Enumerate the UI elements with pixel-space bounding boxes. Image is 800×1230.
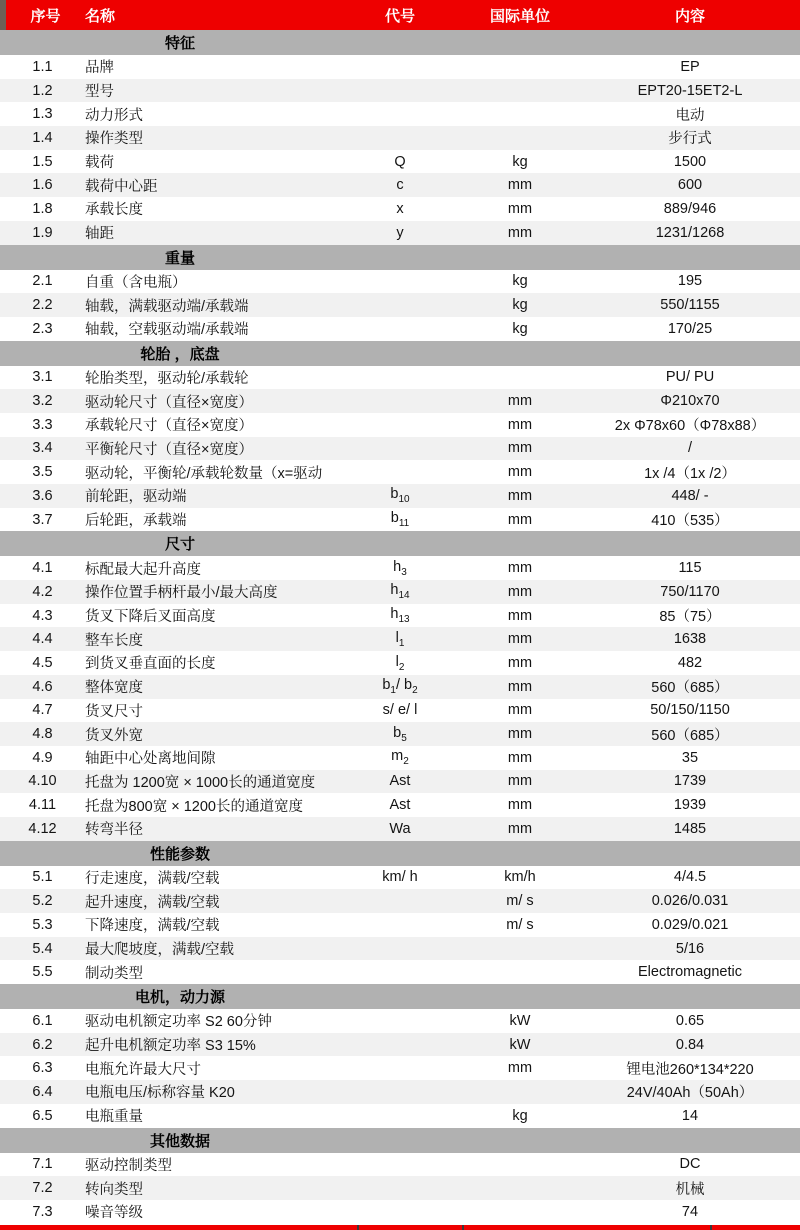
table-row <box>0 1176 800 1200</box>
row-value: 0.84 <box>675 1036 705 1053</box>
section-header-row <box>0 245 800 270</box>
row-value: 1485 <box>673 820 707 837</box>
table-row <box>0 1200 800 1224</box>
table-row <box>0 675 800 699</box>
row-value: 85（75） <box>659 609 721 626</box>
row-name: 到货叉垂直面的长度 <box>85 656 216 673</box>
row-no: 4.3 <box>32 607 53 624</box>
column-header-no: 序号 <box>30 7 61 25</box>
row-name: 承载长度 <box>85 202 143 219</box>
row-no: 1.4 <box>32 129 53 146</box>
row-name: 起升速度，满载/空载 <box>85 894 220 911</box>
row-name: 型号 <box>85 84 114 101</box>
row-value: 750/1170 <box>660 583 720 600</box>
table-row <box>0 580 800 604</box>
table-row <box>0 484 800 508</box>
row-name: 起升电机额定功率 S3 15% <box>85 1038 256 1055</box>
table-row <box>0 1080 800 1104</box>
table-row <box>0 556 800 580</box>
row-unit: mm <box>507 177 533 194</box>
table-row <box>0 460 800 484</box>
row-no: 3.7 <box>32 511 53 528</box>
table-row <box>0 866 800 890</box>
row-symbol: $h_3$ <box>393 558 407 578</box>
table-row <box>0 1153 800 1177</box>
row-unit: kg <box>512 1107 528 1124</box>
row-name: 轴载，空载驱动端/承载端 <box>85 322 249 339</box>
bottom-bar-separator <box>710 1225 712 1230</box>
row-no: 5.3 <box>32 916 53 933</box>
row-name: 整车长度 <box>85 632 143 649</box>
row-no: 5.5 <box>32 964 53 981</box>
row-name: 轮胎类型，驱动轮/承载轮 <box>85 370 249 387</box>
row-no: 3.5 <box>32 464 53 481</box>
row-value: 1939 <box>673 797 707 814</box>
row-value: 2x Φ78x60（Φ78x88） <box>614 418 766 435</box>
row-no: 4.9 <box>32 749 53 766</box>
row-symbol: s/ e/ l <box>382 702 418 719</box>
table-row <box>0 817 800 841</box>
row-name: 电瓶允许最大尺寸 <box>85 1061 201 1078</box>
table-row <box>0 270 800 294</box>
row-value: 448/ - <box>671 487 709 504</box>
table-row <box>0 1033 800 1057</box>
row-value: 1x /4（1x /2） <box>644 465 736 482</box>
row-no: 4.8 <box>32 726 53 743</box>
column-header-unit: 国际单位 <box>489 7 550 25</box>
row-unit: kW <box>509 1012 531 1029</box>
row-value: DC <box>679 1156 701 1173</box>
section-title: 尺寸 <box>164 536 195 554</box>
row-no: 4.5 <box>32 654 53 671</box>
row-unit: kg <box>512 153 528 170</box>
row-value: 1638 <box>673 631 707 648</box>
row-value: 锂电池260*134*220 <box>626 1061 754 1078</box>
row-value: Φ210x70 <box>660 393 720 410</box>
row-no: 6.5 <box>32 1107 53 1124</box>
table-row <box>0 793 800 817</box>
row-unit: kW <box>509 1036 531 1053</box>
table-row <box>0 126 800 150</box>
row-unit: mm <box>507 393 533 410</box>
row-unit: mm <box>507 416 533 433</box>
row-symbol: Wa <box>389 820 411 837</box>
table-header-row <box>0 0 800 30</box>
row-value: 195 <box>677 273 703 290</box>
row-unit: mm <box>507 726 533 743</box>
row-name: 操作类型 <box>85 131 143 148</box>
row-name: 承载轮尺寸（直径×宽度） <box>85 418 253 435</box>
row-value: 170/25 <box>667 320 713 337</box>
row-no: 6.4 <box>32 1083 53 1100</box>
row-no: 1.8 <box>32 200 53 217</box>
row-unit: mm <box>507 487 533 504</box>
table-row <box>0 197 800 221</box>
table-row <box>0 366 800 390</box>
row-unit: m/ s <box>506 916 534 933</box>
row-symbol: $l_2$ <box>395 653 405 673</box>
row-name: 驱动控制类型 <box>85 1157 172 1174</box>
row-value: EP <box>680 58 700 75</box>
row-value: 电动 <box>675 107 705 124</box>
row-no: 6.1 <box>32 1012 53 1029</box>
row-name: 前轮距，驱动端 <box>85 489 187 506</box>
row-name: 转弯半径 <box>85 822 143 839</box>
row-value: 482 <box>677 654 703 671</box>
row-no: 2.1 <box>32 273 53 290</box>
row-value: 1500 <box>673 153 707 170</box>
row-value: 410（535） <box>651 513 729 530</box>
table-body <box>0 30 800 1224</box>
row-no: 4.2 <box>32 583 53 600</box>
section-title: 其他数据 <box>149 1132 210 1150</box>
row-no: 3.4 <box>32 440 53 457</box>
table-row <box>0 221 800 245</box>
table-row <box>0 960 800 984</box>
table-row <box>0 770 800 794</box>
row-value: 步行式 <box>668 131 712 148</box>
row-no: 1.5 <box>32 153 53 170</box>
bottom-bar-separator <box>357 1225 359 1230</box>
row-no: 6.3 <box>32 1060 53 1077</box>
row-no: 1.3 <box>32 106 53 123</box>
column-header-symbol: 代号 <box>384 7 415 25</box>
row-name: 货叉尺寸 <box>85 703 143 720</box>
row-name: 驱动电机额定功率 S2 60分钟 <box>85 1014 272 1031</box>
row-symbol: $b_1/$ $b_2$ <box>382 677 418 697</box>
row-value: 35 <box>681 749 699 766</box>
row-name: 载荷中心距 <box>85 178 158 195</box>
column-header-name: 名称 <box>85 7 116 25</box>
table-row <box>0 604 800 628</box>
row-unit: mm <box>507 678 533 695</box>
table-row <box>0 55 800 79</box>
row-no: 4.10 <box>28 773 57 790</box>
row-symbol: y <box>396 224 404 241</box>
row-name: 轴载，满载驱动端/承载端 <box>85 298 249 315</box>
row-name: 行走速度，满载/空载 <box>85 870 220 887</box>
row-no: 4.1 <box>32 560 53 577</box>
row-no: 5.1 <box>32 869 53 886</box>
table-row <box>0 79 800 103</box>
row-unit: mm <box>507 654 533 671</box>
row-no: 7.2 <box>32 1180 53 1197</box>
section-header-row <box>0 1128 800 1153</box>
table-row <box>0 317 800 341</box>
row-no: 3.2 <box>32 393 53 410</box>
row-unit: kg <box>512 273 528 290</box>
row-no: 7.3 <box>32 1203 53 1220</box>
row-value: 1231/1268 <box>655 224 725 241</box>
section-title: 电机，动力源 <box>134 989 225 1007</box>
row-name: 驱动轮，平衡轮/承载轮数量（x=驱动 <box>85 465 323 482</box>
row-no: 1.6 <box>32 177 53 194</box>
row-value: 1739 <box>673 773 707 790</box>
table-row <box>0 437 800 461</box>
row-no: 7.1 <box>32 1156 53 1173</box>
row-name: 后轮距，承载端 <box>85 513 187 530</box>
row-unit: kg <box>512 297 528 314</box>
bottom-bar-separator <box>462 1225 464 1230</box>
row-name: 下降速度，满载/空载 <box>85 918 220 935</box>
row-value: EPT20-15ET2-L <box>637 82 743 99</box>
table-row <box>0 746 800 770</box>
table-row <box>0 102 800 126</box>
row-no: 4.6 <box>32 678 53 695</box>
row-unit: mm <box>507 773 533 790</box>
row-no: 2.3 <box>32 320 53 337</box>
row-name: 轴距中心处离地间隙 <box>85 751 216 768</box>
row-name: 最大爬坡度，满载/空载 <box>85 942 235 959</box>
table-row <box>0 699 800 723</box>
row-unit: mm <box>507 1060 533 1077</box>
row-value: / <box>687 440 693 457</box>
section-header-row <box>0 841 800 866</box>
row-unit: mm <box>507 224 533 241</box>
row-unit: m/ s <box>506 893 534 910</box>
row-symbol: c <box>396 177 404 194</box>
row-no: 1.1 <box>32 58 53 75</box>
row-value: 14 <box>681 1107 699 1124</box>
row-name: 电瓶电压/标称容量 K20 <box>85 1085 235 1102</box>
bottom-red-bar <box>0 1225 800 1230</box>
section-title: 特征 <box>164 35 195 52</box>
table-row <box>0 722 800 746</box>
row-name: 货叉外宽 <box>85 727 143 744</box>
row-value: 5/16 <box>675 940 705 957</box>
row-symbol: $m_2$ <box>391 748 409 768</box>
row-no: 6.2 <box>32 1036 53 1053</box>
row-name: 标配最大起升高度 <box>85 561 201 578</box>
row-unit: mm <box>507 511 533 528</box>
row-symbol: $h_{14}$ <box>390 582 410 602</box>
row-name: 托盘为 1200宽 × 1000长的通道宽度 <box>85 774 316 791</box>
row-name: 自重（含电瓶） <box>85 274 187 291</box>
row-value: 600 <box>677 177 703 194</box>
row-value: 0.026/0.031 <box>651 893 729 910</box>
row-no: 4.12 <box>28 820 57 837</box>
table-row <box>0 889 800 913</box>
row-unit: mm <box>507 583 533 600</box>
row-value: 50/150/1150 <box>650 702 730 719</box>
row-value: PU/ PU <box>665 369 715 386</box>
row-no: 1.2 <box>32 82 53 99</box>
row-symbol: $b_{10}$ <box>390 486 410 506</box>
table-row <box>0 173 800 197</box>
table-row <box>0 651 800 675</box>
row-symbol: $h_{13}$ <box>390 606 410 626</box>
row-no: 3.1 <box>32 369 53 386</box>
section-title: 性能参数 <box>149 845 210 863</box>
table-row <box>0 389 800 413</box>
row-unit: mm <box>507 631 533 648</box>
table-row <box>0 508 800 532</box>
row-name: 动力形式 <box>85 107 143 124</box>
row-name: 轴距 <box>85 226 114 243</box>
row-name: 转向类型 <box>85 1181 143 1198</box>
row-name: 噪音等级 <box>85 1205 143 1222</box>
row-unit: mm <box>507 702 533 719</box>
row-name: 电瓶重量 <box>85 1109 143 1126</box>
row-unit: mm <box>507 464 533 481</box>
row-symbol: $b_5$ <box>393 724 407 744</box>
row-unit: mm <box>507 607 533 624</box>
row-value: 560（685） <box>651 727 729 744</box>
row-value: 0.65 <box>675 1012 705 1029</box>
row-name: 载荷 <box>85 155 114 172</box>
row-no: 5.4 <box>32 940 53 957</box>
row-value: 74 <box>681 1203 699 1220</box>
table-row <box>0 413 800 437</box>
row-no: 4.11 <box>28 797 57 814</box>
row-unit: mm <box>507 200 533 217</box>
table-row <box>0 1056 800 1080</box>
row-name: 平衡轮尺寸（直径×宽度） <box>85 441 253 458</box>
row-value: 4/4.5 <box>673 869 707 886</box>
row-value: 24V/40Ah（50Ah） <box>626 1085 754 1102</box>
row-unit: mm <box>507 797 533 814</box>
table-row <box>0 150 800 174</box>
row-name: 制动类型 <box>85 965 143 982</box>
row-symbol: $b_{11}$ <box>390 510 410 529</box>
row-symbol: $l_1$ <box>395 629 405 649</box>
row-no: 4.7 <box>32 702 53 719</box>
table-row <box>0 627 800 651</box>
row-symbol: km/ h <box>382 869 418 886</box>
row-value: 560（685） <box>651 680 729 697</box>
table-row <box>0 1104 800 1128</box>
row-name: 货叉下降后叉面高度 <box>85 609 216 626</box>
row-unit: mm <box>507 560 533 577</box>
row-value: 889/946 <box>663 200 717 217</box>
row-value: 机械 <box>675 1181 705 1198</box>
row-unit: mm <box>507 440 533 457</box>
row-unit: km/h <box>504 869 536 886</box>
table-row <box>0 937 800 961</box>
column-header-value: 内容 <box>674 7 705 25</box>
row-name: 驱动轮尺寸（直径×宽度） <box>85 394 253 411</box>
row-name: 品牌 <box>85 60 114 77</box>
row-symbol: Ast <box>389 797 411 814</box>
row-no: 4.4 <box>32 631 53 648</box>
row-no: 3.6 <box>32 487 53 504</box>
row-name: 操作位置手柄杆最小/最大高度 <box>85 585 278 602</box>
row-value: 115 <box>678 560 702 577</box>
row-symbol: Q <box>394 153 406 170</box>
row-name: 整体宽度 <box>85 680 143 697</box>
table-row <box>0 1009 800 1033</box>
table-row <box>0 293 800 317</box>
table-row <box>0 913 800 937</box>
section-header-row <box>0 531 800 556</box>
section-title: 重量 <box>164 249 195 267</box>
section-header-row <box>0 30 800 55</box>
row-value: Electromagnetic <box>638 964 742 981</box>
section-header-row <box>0 341 800 366</box>
row-no: 2.2 <box>32 297 53 314</box>
row-value: 550/1155 <box>660 297 720 314</box>
row-unit: mm <box>507 749 533 766</box>
row-no: 5.2 <box>32 893 53 910</box>
row-no: 3.3 <box>32 416 53 433</box>
row-value: 0.029/0.021 <box>651 916 729 933</box>
row-name: 托盘为800宽 × 1200长的通道宽度 <box>85 798 303 815</box>
row-unit: kg <box>512 320 528 337</box>
row-unit: mm <box>507 820 533 837</box>
row-no: 1.9 <box>32 224 53 241</box>
row-symbol: x <box>396 200 404 217</box>
row-symbol: Ast <box>389 773 411 790</box>
section-header-row <box>0 984 800 1009</box>
section-title: 轮胎 ，底盘 <box>140 345 220 363</box>
